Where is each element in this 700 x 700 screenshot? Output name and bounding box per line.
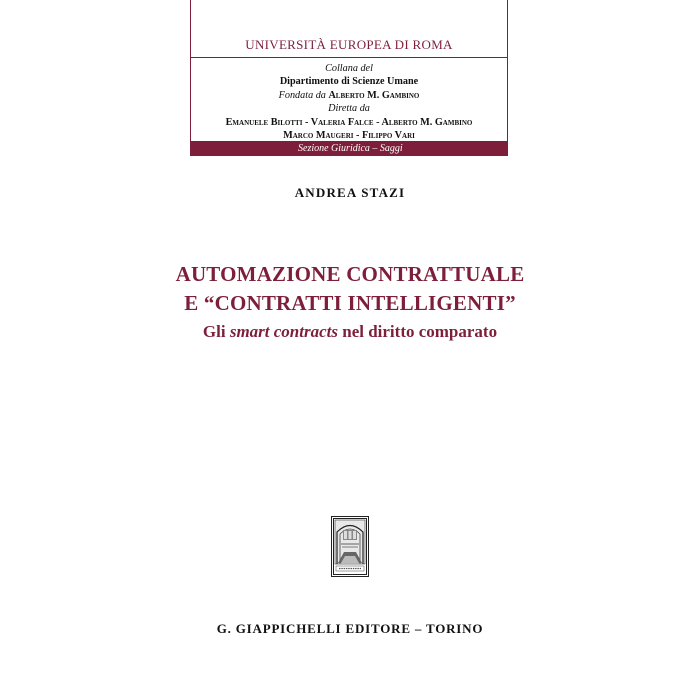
subtitle-part-2: nel diritto comparato [337,322,498,341]
subtitle-emphasis: smart contracts [229,322,338,341]
directors-line-1: Emanuele Bilotti - Valeria Falce - Alberto M. Gambino [225,116,473,128]
publisher-name: G. GIAPPICHELLI EDITORE – TORINO [216,621,484,636]
directors-line-2: Marco Maugeri - Filippo Vari [283,130,415,142]
subtitle-part-1: Gli [202,322,230,341]
publisher-emblem-icon [331,516,369,577]
university-name: UNIVERSITÀ EUROPEA DI ROMA [245,37,453,52]
book-subtitle [0,321,700,343]
section-bar: Sezione Giuridica – Saggi [190,141,508,156]
founder-name: Alberto M. Gambino [328,89,420,101]
book-title [0,260,700,343]
series-divider [191,57,507,58]
department-name: Dipartimento di Scienze Umane [279,76,419,88]
founder-line [191,89,507,102]
collana-label: Collana del [325,63,373,74]
title-line-1: AUTOMAZIONE CONTRATTUALE [175,262,525,286]
directed-label: Diretta da [328,103,370,115]
series-header [190,0,508,156]
series-details [191,62,507,142]
title-line-2: E “CONTRATTI INTELLIGENTI” [184,291,516,315]
author-name: ANDREA STAZI [294,185,406,200]
founded-label: Fondata da [278,89,326,101]
